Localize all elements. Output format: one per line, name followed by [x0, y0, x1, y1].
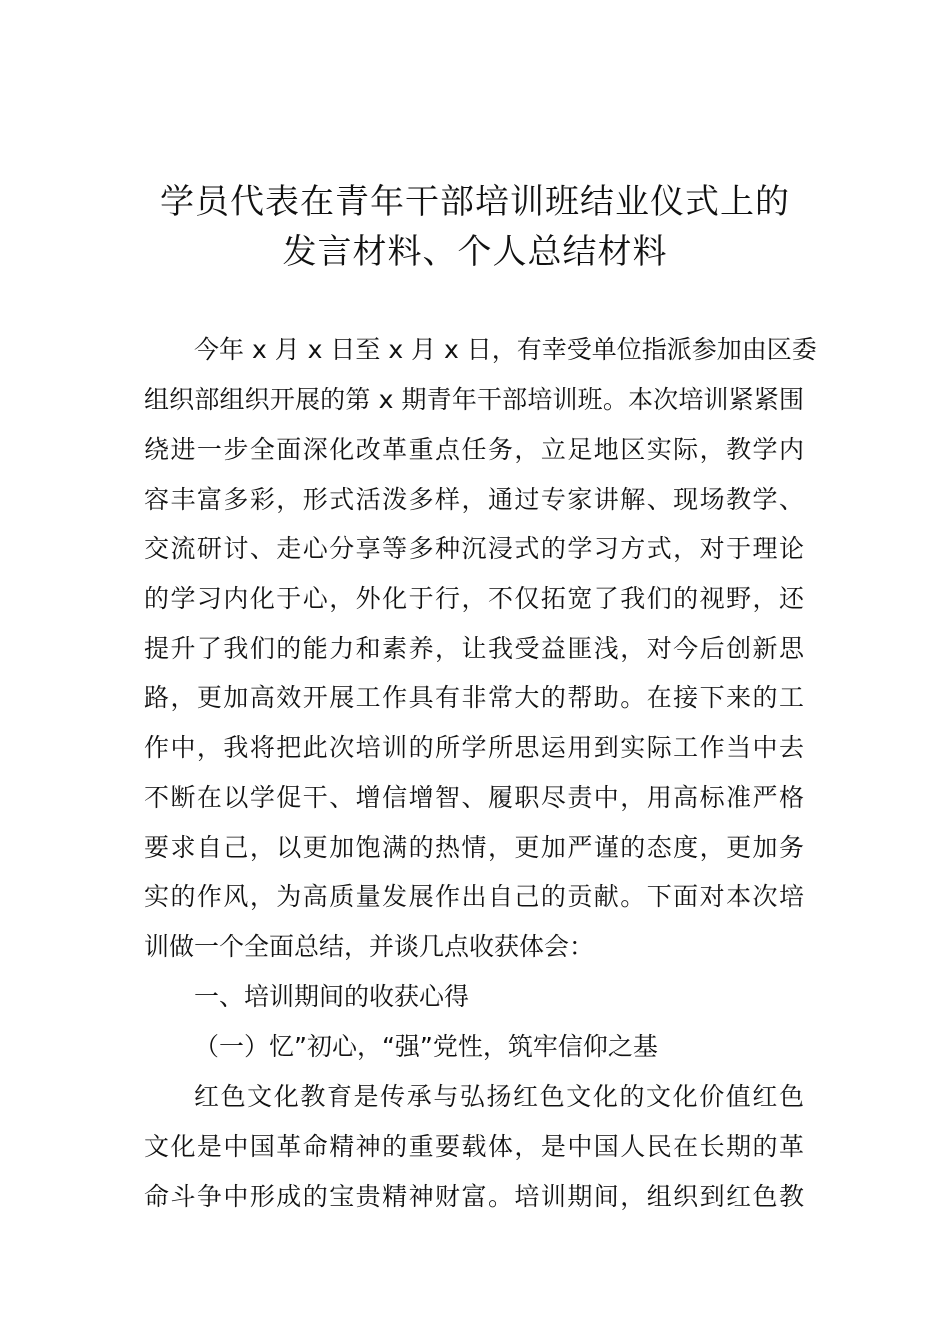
- body-line-5: 交流研讨、走心分享等多种沉浸式的学习方式，对于理论: [144, 534, 804, 563]
- body-line-14: 红色文化教育是传承与弘扬红色文化的文化价值红色: [194, 1082, 804, 1111]
- body-line-15: 文化是中国革命精神的重要载体，是中国人民在长期的革: [144, 1132, 804, 1161]
- body-line-11: 要求自己，以更加饱满的热情，更加严谨的态度，更加务: [144, 833, 804, 862]
- body-line-7: 提升了我们的能力和素养，让我受益匪浅，对今后创新思: [144, 634, 804, 663]
- document-title-line-1: 学员代表在青年干部培训班结业仪式上的: [160, 182, 790, 222]
- body-line-16: 命斗争中形成的宝贵精神财富。培训期间，组织到红色教: [144, 1182, 804, 1211]
- body-line-2: 组织部组织开展的第 x 期青年干部培训班。本次培训紧紧围: [144, 385, 804, 414]
- document-title-line-2: 发言材料、个人总结材料: [282, 232, 668, 272]
- body-line-4: 容丰富多彩，形式活泼多样，通过专家讲解、现场教学、: [144, 485, 804, 514]
- body-line-13: 训做一个全面总结，并谈几点收获体会：: [144, 932, 595, 961]
- subsection-heading-1: （一）忆”初心，“强”党性，筑牢信仰之基: [194, 1032, 658, 1061]
- body-line-10: 不断在以学促干、增信增智、履职尽责中，用高标准严格: [144, 783, 804, 812]
- body-line-1: 今年 x 月 x 日至 x 月 x 日，有幸受单位指派参加由区委: [194, 335, 817, 364]
- body-line-8: 路，更加高效开展工作具有非常大的帮助。在接下来的工: [144, 683, 804, 712]
- body-line-3: 绕进一步全面深化改革重点任务，立足地区实际，教学内: [144, 435, 804, 464]
- body-line-12: 实的作风，为高质量发展作出自己的贡献。下面对本次培: [144, 882, 804, 911]
- section-heading-1: 一、培训期间的收获心得: [194, 982, 470, 1011]
- body-line-9: 作中，我将把此次培训的所学所思运用到实际工作当中去: [144, 733, 804, 762]
- body-line-6: 的学习内化于心，外化于行，不仅拓宽了我们的视野，还: [144, 584, 804, 613]
